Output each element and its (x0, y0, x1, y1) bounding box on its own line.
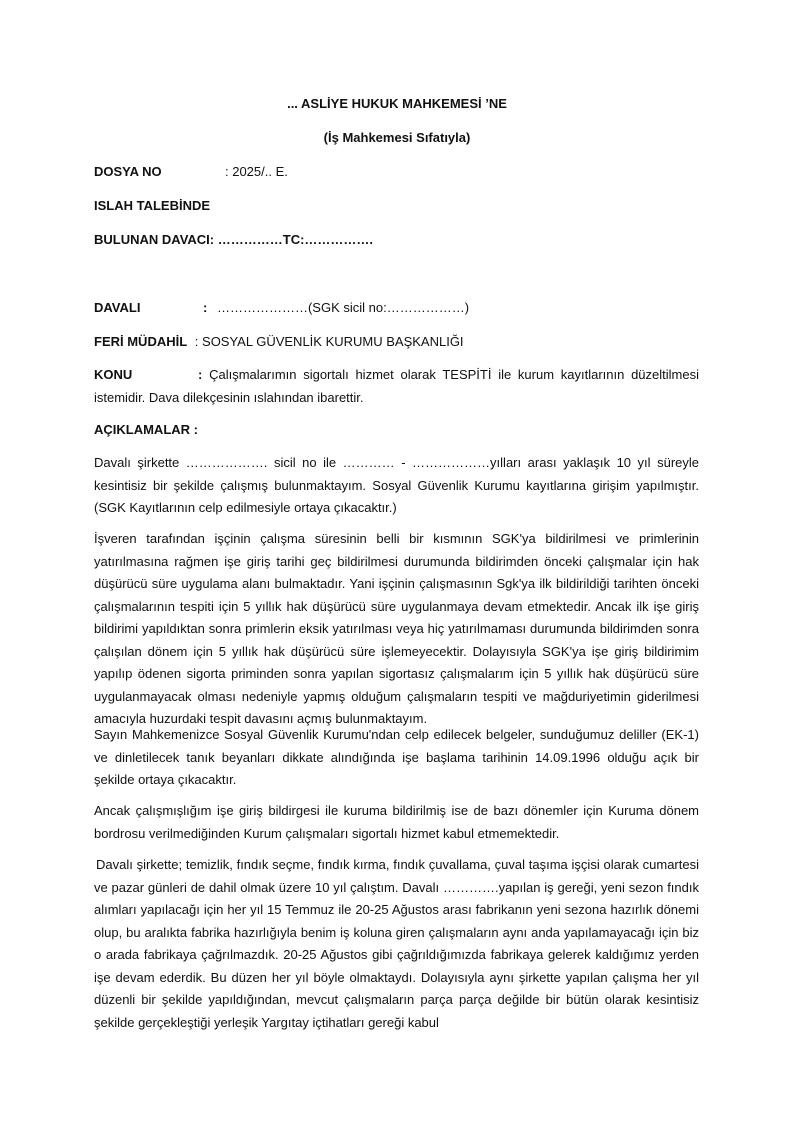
davali-value: …………………(SGK sicil no:………………) (216, 300, 470, 315)
davali-label: DAVALI (94, 300, 141, 315)
konu-colon: : (198, 367, 203, 382)
court-subtitle: (İş Mahkemesi Sıfatıyla) (323, 130, 471, 145)
feri-mudahil-value: : SOSYAL GÜVENLİK KURUMU BAŞKANLIĞI (194, 334, 464, 349)
aciklamalar-row (94, 422, 198, 437)
court-title: ... ASLİYE HUKUK MAHKEMESİ ’NE (287, 96, 507, 111)
dosya-no-value: : 2025/.. E. (225, 164, 288, 179)
davali-row (94, 300, 469, 315)
islah-label: ISLAH TALEBİNDE (94, 198, 211, 213)
dosya-no-row (94, 164, 288, 179)
konu-section (94, 364, 699, 409)
davaci-row (94, 232, 373, 247)
davaci-value: ……………TC:……………. (217, 232, 374, 247)
paragraph-5: Davalı şirkette; temizlik, fındık seçme, fındık kırma, fındık çuvallama, çuval taşıma işçisi olarak cumartesi ve pazar günleri de dahil olmak üzere 10 yıl çalıştım. Davalı ………….yapılan iş gereği, yeni sezon fındık alımları yapılacağı için her yıl 15 Temmuz ile 20-25 Ağustos arası fabrikanın yeni sezona hazırlık dönemi olup, bu aralıkta fabrika hazırlığıyla benim iş koluna giren çalışmaların aynı anda yapılamayacağı için biz o arada fabrikaya çağrılmazdık. 20-25 Ağustos gibi çağrıldığımızda fabrikaya gelerek kaldığımız yerden işe devam ederdik. Bu düzen her yıl böyle olmaktaydı. Dolayısıyla aynı şirkette yapılan çalışma her yıl düzenli bir şekilde yapıldığından, mevcut çalışmaların parça parça değilde bir bütün olarak kesintisiz şekilde gerçekleştiği yerleşik Yargıtay içtihatları gereği kabul (94, 857, 699, 1030)
paragraph-4: Ancak çalışmışlığım işe giriş bildirgesi ile kuruma bildirilmiş ise de bazı dönemler için Kuruma dönem bordrosu verilmediğinden Kurum çalışmaları sigortalı hizmet kabul etmemektedir. (94, 803, 699, 841)
davaci-label: BULUNAN DAVACI: (94, 232, 215, 247)
konu-text: Çalışmalarımın sigortalı hizmet olarak TESPİTİ ile kurum kayıtlarının düzeltilmesi istemidir. Dava dilekçesinin ıslahından ibarettir. (94, 367, 699, 405)
davali-colon: : (203, 300, 208, 315)
feri-mudahil-row (94, 334, 464, 349)
paragraph-2: İşveren tarafından işçinin çalışma süresinin belli bir kısmının SGK'ya bildirilmesi ve primlerinin yatırılmasına rağmen işe giriş tarihi geç bildirilmesi durumunda bildirimden önceki çalışmalar için hak düşürücü süre uygulama alanı bulmaktadır. Yani işçinin çalışmasının Sgk'ya ilk bildirildiği tarihten önceki çalışmalarının tespiti için 5 yıllık hak düşürücü süre uygulanmaya devam etmektedir. Ancak ilk işe giriş bildirimi yapıldıktan sonra primlerin eksik yatırılması veya hiç yatırılmaması durumunda bildirimden sonra çalışılan dönem için 5 yıllık hak düşürücü süre işlemeyecektir. Dolayısıyla SGK'ya işe giriş bildirimim yapılıp ödenen sigorta priminden sonra yapılan sigortasız çalışmalarım için 5 yıllık hak düşürücü süre uygulanmayacak olması nedeniyle yapmış olduğum çalışmaların tespiti ve mağduriyetimin giderilmesi amacıyla huzurdaki tespit davasını açmış bulunmaktayım. (94, 531, 699, 726)
dosya-no-label: DOSYA NO (94, 164, 162, 179)
paragraph-3: Sayın Mahkemenizce Sosyal Güvenlik Kurumu'ndan celp edilecek belgeler, sunduğumuz deliller (EK-1) ve dinletilecek tanık beyanları dikkate alındığında işe başlama tarihinin 14.09.1996 olduğu açık bir şekilde ortaya çıkacaktır. (94, 727, 699, 787)
paragraph-1: Davalı şirkette ………………. sicil no ile ………… - ………………yılları arası yaklaşık 10 yıl süreyle kesintisiz bir şekilde çalışmış bulunmaktayım. Sosyal Güvenlik Kurumu kayıtlarına girişim yapılmıştır. (SGK Kayıtlarının celp edilmesiyle ortaya çıkacaktır.) (94, 455, 699, 515)
aciklamalar-label: AÇIKLAMALAR : (94, 422, 198, 437)
feri-mudahil-label: FERİ MÜDAHİL (94, 334, 188, 349)
konu-label: KONU (94, 367, 133, 382)
islah-row (94, 198, 210, 213)
